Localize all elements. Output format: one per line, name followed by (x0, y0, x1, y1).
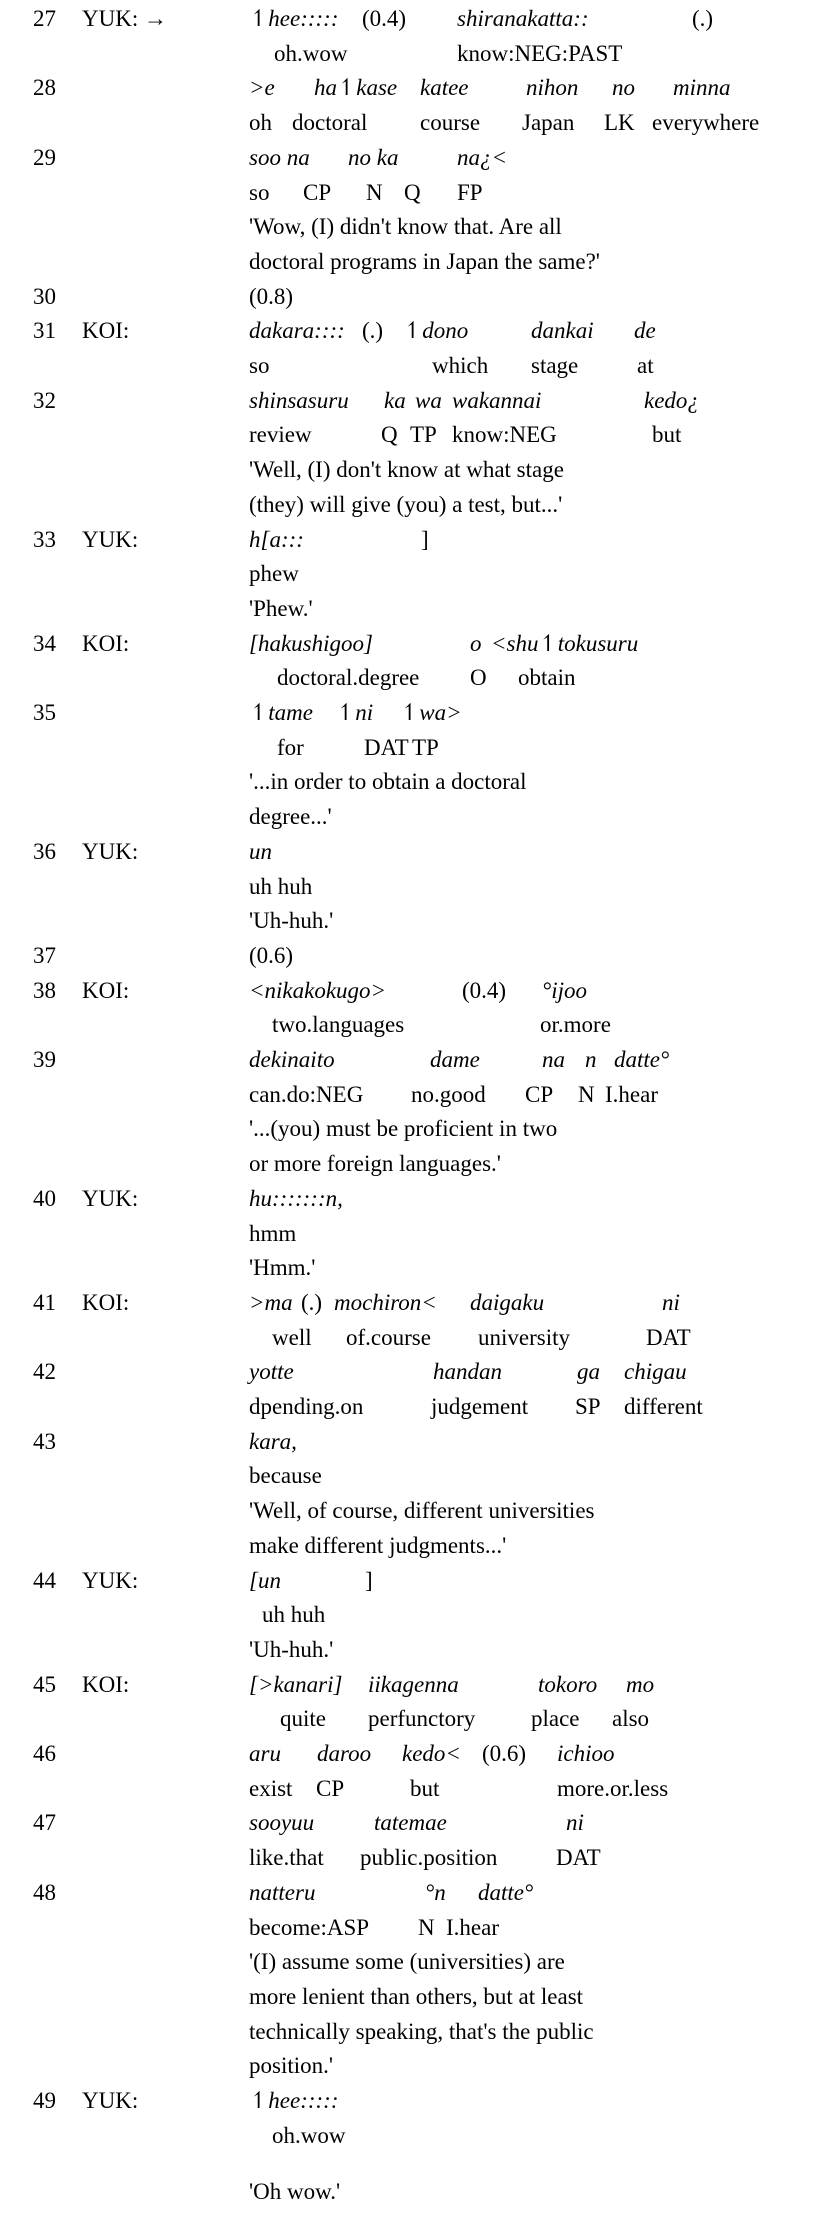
utterance-token: (.) (301, 1289, 323, 1315)
gloss-line (0, 731, 827, 765)
utterance-token: mo (626, 1671, 655, 1697)
gloss-token: know:NEG:PAST (457, 40, 623, 66)
gloss-line (0, 2119, 827, 2153)
gloss-token: CP (303, 179, 332, 205)
translation-text: position.' (249, 2053, 334, 2079)
transcript-line (0, 2, 827, 36)
speaker-label: YUK: (82, 1185, 139, 1211)
utterance-token: <nikakokugo> (249, 977, 387, 1003)
utterance-token: sooyuu (249, 1810, 315, 1836)
transcript-line (0, 696, 827, 730)
utterance-token: handan (433, 1359, 502, 1385)
translation-line (0, 210, 827, 244)
gloss-token: doctoral.degree (277, 665, 420, 691)
gloss-token: Q (404, 179, 421, 205)
gloss-token: exist (249, 1775, 293, 1801)
utterance-token: dame (430, 1047, 480, 1072)
gloss-token: dpending.on (249, 1394, 364, 1419)
line-number: 45 (33, 1671, 56, 1697)
transcript-line (0, 1355, 827, 1389)
utterance-token: wakannai (452, 387, 542, 413)
gloss-line (0, 1598, 827, 1632)
utterance-token: iikagenna (368, 1671, 459, 1697)
translation-text: (they) will give (you) a test, but...' (249, 491, 563, 517)
gloss-line (0, 557, 827, 591)
line-number: 34 (33, 630, 56, 656)
transcript-line (0, 1182, 827, 1216)
utterance-token: chigau (624, 1359, 687, 1385)
transcript-line (0, 2084, 827, 2118)
utterance-token: °n (425, 1879, 446, 1905)
transcript-line (0, 1564, 827, 1598)
utterance-token: dekinaito (249, 1047, 335, 1072)
speaker-label: YUK: (82, 526, 139, 552)
gloss-line (0, 1321, 827, 1355)
gloss-line (0, 37, 827, 71)
line-number: 42 (33, 1359, 56, 1385)
gloss-token: TP (412, 734, 439, 760)
transcript-line (0, 280, 827, 314)
gloss-token: because (249, 1463, 322, 1489)
line-number: 41 (33, 1289, 56, 1315)
speaker-label: KOI: (82, 1289, 130, 1315)
translation-text: 'Phew.' (249, 595, 313, 621)
gloss-line (0, 1459, 827, 1493)
gloss-token: hmm (249, 1220, 297, 1246)
gloss-token: DAT (646, 1324, 691, 1350)
gloss-line (0, 1008, 827, 1042)
speaker-label: YUK: (82, 2088, 139, 2113)
transcript-line (0, 1043, 827, 1077)
translation-line (0, 800, 827, 834)
utterance-token: wa (415, 387, 442, 413)
line-number: 48 (33, 1879, 56, 1905)
line-number: 38 (33, 977, 56, 1003)
transcript-line (0, 314, 827, 348)
utterance-token: (0.8) (249, 283, 294, 309)
line-number: 37 (33, 942, 56, 968)
translation-line (0, 904, 827, 938)
gloss-token: public.position (360, 1845, 498, 1871)
line-number: 31 (33, 318, 56, 344)
speaker-label: YUK: (82, 1567, 139, 1593)
gloss-token: O (470, 665, 487, 691)
utterance-token: katee (420, 75, 469, 101)
utterance-token: ↿ni (336, 700, 374, 725)
transcript-line (0, 384, 827, 418)
utterance-token: soo na (249, 144, 310, 170)
utterance-token: (0.4) (462, 977, 507, 1003)
gloss-line (0, 1078, 827, 1112)
gloss-token: which (432, 353, 489, 378)
gloss-token: doctoral (292, 110, 368, 136)
gloss-token: know:NEG (452, 422, 557, 448)
gloss-token: also (612, 1706, 650, 1732)
transcript-line (0, 1737, 827, 1771)
utterance-token: nihon (526, 75, 579, 101)
translation-text: 'Hmm.' (249, 1255, 316, 1281)
utterance-token: shiranakatta:: (457, 6, 589, 31)
gloss-token: N (418, 1914, 435, 1940)
utterance-token: de (634, 318, 656, 344)
utterance-token: ↿dono (403, 318, 469, 344)
gloss-token: uh huh (262, 1602, 326, 1628)
utterance-token: ] (365, 1567, 373, 1593)
gloss-token: judgement (431, 1394, 529, 1419)
gloss-line (0, 661, 827, 695)
translation-text: 'Well, of course, different universities (249, 1498, 595, 1524)
translation-line (0, 1494, 827, 1528)
gloss-token: become:ASP (249, 1914, 370, 1940)
translation-line (0, 2015, 827, 2049)
gloss-line (0, 349, 827, 383)
gloss-token: CP (525, 1081, 554, 1107)
gloss-line (0, 1217, 827, 1251)
utterance-token: <shu↿tokusuru (491, 630, 639, 656)
translation-text: 'Wow, (I) didn't know that. Are all (249, 214, 562, 240)
line-number: 44 (33, 1567, 56, 1593)
translation-text: '...(you) must be proficient in two (249, 1116, 558, 1142)
gloss-token: but (652, 422, 682, 448)
speaker-label: KOI: (82, 1671, 130, 1697)
gloss-line (0, 1772, 827, 1806)
utterance-token: >e (249, 75, 275, 101)
translation-line (0, 1529, 827, 1563)
translation-text: '...in order to obtain a doctoral (249, 769, 527, 795)
utterance-token: (.) (692, 6, 714, 31)
translation-line (0, 1980, 827, 2014)
utterance-token: °ijoo (542, 977, 587, 1003)
gloss-line (0, 1390, 827, 1424)
line-number: 47 (33, 1810, 56, 1836)
transcript-line (0, 141, 827, 175)
utterance-token: ↿tame (249, 700, 313, 725)
translation-line (0, 1112, 827, 1146)
translation-text: 'Well, (I) don't know at what stage (249, 457, 564, 483)
utterance-token: shinsasuru (249, 387, 349, 413)
transcript-line (0, 71, 827, 105)
line-number: 32 (33, 387, 56, 413)
utterance-token: dankai (531, 318, 594, 344)
line-number: 29 (33, 144, 56, 170)
transcript-line (0, 1806, 827, 1840)
gloss-line (0, 870, 827, 904)
utterance-token: datte° (614, 1047, 670, 1072)
translation-line (0, 765, 827, 799)
gloss-token: place (531, 1706, 580, 1732)
gloss-token: DAT (364, 734, 409, 760)
gloss-token: so (249, 353, 270, 378)
utterance-token: ] (421, 526, 429, 552)
translation-text: 'Uh-huh.' (249, 1636, 334, 1662)
gloss-token: N (366, 179, 383, 205)
gloss-token: stage (531, 353, 579, 378)
utterance-token: ni (662, 1289, 680, 1315)
gloss-token: oh (249, 110, 272, 136)
gloss-token: phew (249, 561, 299, 587)
gloss-token: oh.wow (272, 2122, 346, 2148)
gloss-line (0, 1911, 827, 1945)
transcript-line (0, 1876, 827, 1910)
utterance-token: no ka (348, 144, 399, 170)
gloss-token: but (410, 1775, 440, 1801)
utterance-token: [hakushigoo] (249, 630, 373, 656)
line-number: 33 (33, 526, 56, 552)
utterance-token: kedo¿ (644, 387, 699, 413)
utterance-token: ↿hee::::: (249, 2088, 339, 2113)
speaker-label: KOI: (82, 318, 130, 344)
gloss-token: so (249, 179, 270, 205)
transcript-line (0, 1668, 827, 1702)
speaker-label: KOI: (82, 977, 130, 1003)
gloss-token: oh.wow (274, 40, 348, 66)
line-number: 40 (33, 1185, 56, 1211)
gloss-token: different (624, 1394, 703, 1419)
gloss-token: of.course (346, 1324, 431, 1350)
gloss-token: for (277, 734, 304, 760)
speaker-label: YUK: (82, 838, 139, 864)
translation-line (0, 2175, 827, 2209)
line-number: 27 (33, 6, 56, 31)
utterance-token: (0.6) (482, 1741, 527, 1766)
utterance-token: kedo< (402, 1741, 461, 1766)
utterance-token: ga (577, 1359, 600, 1385)
transcript-line (0, 1286, 827, 1320)
line-number: 39 (33, 1047, 56, 1072)
line-number: 30 (33, 283, 56, 309)
gloss-line (0, 1841, 827, 1875)
utterance-token: mochiron< (334, 1289, 437, 1315)
gloss-token: more.or.less (557, 1775, 669, 1801)
transcript-line (0, 835, 827, 869)
utterance-token: (0.6) (249, 942, 294, 968)
utterance-token: yotte (249, 1359, 294, 1385)
transcript-line (0, 627, 827, 661)
line-number: 36 (33, 838, 56, 864)
gloss-token: perfunctory (368, 1706, 476, 1732)
line-number: 35 (33, 700, 56, 725)
utterance-token: ichioo (557, 1741, 615, 1766)
utterance-token: ka (384, 387, 406, 413)
translation-line (0, 2049, 827, 2083)
translation-text: more lenient than others, but at least (249, 1983, 584, 2009)
translation-line (0, 245, 827, 279)
gloss-token: I.hear (446, 1914, 499, 1940)
translation-line (0, 488, 827, 522)
translation-line (0, 592, 827, 626)
speaker-label: KOI: (82, 630, 130, 656)
line-number: 28 (33, 75, 56, 101)
utterance-token: daroo (317, 1741, 372, 1766)
utterance-token: hu:::::::n, (249, 1185, 343, 1211)
gloss-token: Q (381, 422, 398, 448)
gloss-token: review (249, 422, 312, 448)
utterance-token: kara, (249, 1428, 297, 1454)
gloss-line (0, 1702, 827, 1736)
gloss-token: uh huh (249, 873, 313, 899)
gloss-line (0, 106, 827, 140)
utterance-token: (0.4) (362, 6, 407, 31)
gloss-token: university (478, 1324, 570, 1350)
utterance-token: ni (566, 1810, 584, 1836)
gloss-token: CP (316, 1775, 345, 1801)
gloss-token: well (272, 1324, 312, 1350)
utterance-token: datte° (478, 1879, 534, 1905)
translation-line (0, 1251, 827, 1285)
gloss-token: LK (604, 110, 635, 136)
translation-text: degree...' (249, 804, 332, 830)
utterance-token: daigaku (470, 1289, 545, 1315)
utterance-token: no (612, 75, 635, 101)
gloss-line (0, 176, 827, 210)
translation-line (0, 453, 827, 487)
utterance-token: [>kanari] (249, 1671, 343, 1697)
utterance-token: [un (249, 1567, 281, 1593)
gloss-token: can.do:NEG (249, 1081, 364, 1107)
gloss-token: at (637, 353, 654, 378)
utterance-token: ↿hee::::: (249, 6, 339, 31)
gloss-token: everywhere (652, 110, 760, 136)
gloss-token: TP (410, 422, 437, 448)
utterance-token: tokoro (538, 1671, 598, 1697)
translation-line (0, 1945, 827, 1979)
line-number: 43 (33, 1428, 56, 1454)
translation-line (0, 1147, 827, 1181)
translation-text: 'Oh wow.' (249, 2179, 341, 2205)
gloss-line (0, 418, 827, 452)
transcript-line (0, 1425, 827, 1459)
gloss-token: no.good (411, 1081, 486, 1107)
utterance-token: h[a::: (249, 526, 304, 552)
gloss-token: two.languages (272, 1012, 405, 1038)
utterance-token: tatemae (374, 1810, 447, 1836)
gloss-token: N (578, 1081, 595, 1107)
gloss-token: course (420, 110, 481, 136)
gloss-token: I.hear (605, 1081, 658, 1107)
utterance-token: natteru (249, 1879, 316, 1905)
utterance-token: dakara:::: (249, 318, 345, 344)
gloss-token: Japan (522, 110, 575, 136)
transcript-line (0, 974, 827, 1008)
gloss-token: SP (575, 1394, 601, 1419)
utterance-token: un (249, 838, 272, 864)
transcript-line (0, 939, 827, 973)
utterance-token: minna (673, 75, 731, 101)
gloss-token: DAT (556, 1845, 601, 1871)
gloss-token: quite (280, 1706, 326, 1732)
transcript-line (0, 523, 827, 557)
utterance-token: aru (249, 1741, 281, 1766)
gloss-token: FP (457, 179, 483, 205)
utterance-token: ha↿kase (314, 75, 398, 101)
utterance-token: ↿wa> (400, 700, 462, 725)
translation-text: 'Uh-huh.' (249, 908, 334, 934)
translation-line (0, 1633, 827, 1667)
gloss-token: or.more (540, 1012, 611, 1038)
line-number: 46 (33, 1741, 56, 1766)
utterance-token: (.) (362, 318, 384, 344)
translation-text: make different judgments...' (249, 1532, 507, 1558)
translation-text: doctoral programs in Japan the same?' (249, 248, 600, 274)
utterance-token: o (470, 630, 482, 656)
utterance-token: na¿< (457, 144, 508, 170)
translation-text: '(I) assume some (universities) are (249, 1949, 565, 1975)
gloss-token: obtain (518, 665, 576, 691)
speaker-label: YUK: → (82, 6, 167, 31)
utterance-token: n (585, 1047, 597, 1072)
gloss-token: like.that (249, 1845, 324, 1871)
line-number: 49 (33, 2088, 56, 2113)
utterance-token: na (542, 1047, 565, 1072)
translation-text: technically speaking, that's the public (249, 2018, 594, 2044)
translation-text: or more foreign languages.' (249, 1151, 501, 1177)
utterance-token: >ma (249, 1289, 293, 1315)
